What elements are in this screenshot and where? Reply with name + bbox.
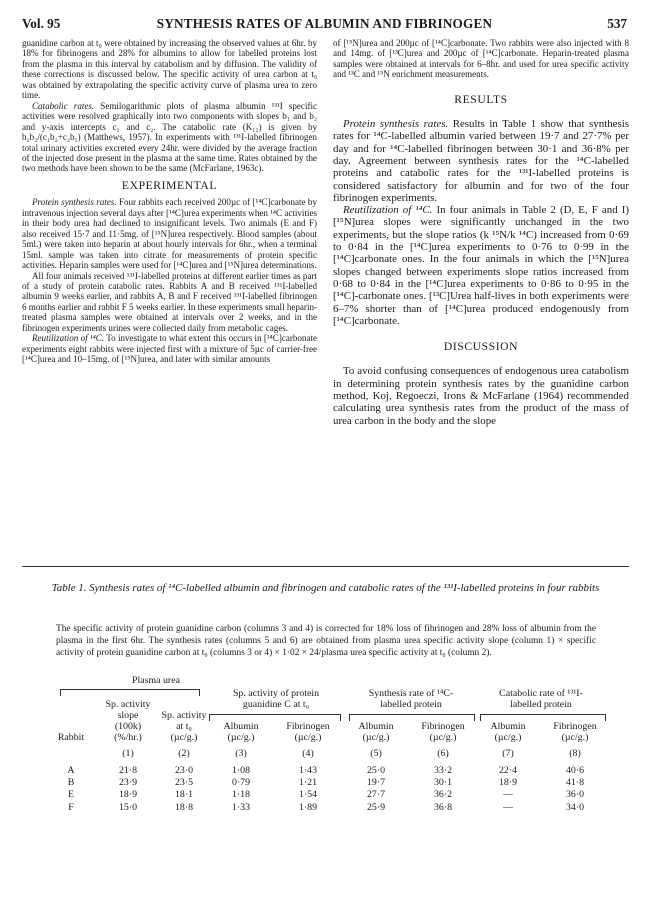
right-column bbox=[333, 38, 629, 427]
paragraph bbox=[333, 204, 629, 327]
group-header: Synthesis rate of ¹⁴C- bbox=[368, 688, 454, 699]
paragraph-text: Results in Table 1 show that synthesis rates for ¹⁴C-labelled albumin varied between 19·7 and 27·7% per day and for ¹⁴C-labelled fibrinogen between 30·1 and 36·8% per day. Agreement between synthesis rates for the ¹⁴C-labelled proteins and catabolic rates for the ¹³¹I-labelled proteins is considered satisfactory for albumin and for two of the four fibrinogen experiments. bbox=[333, 118, 629, 204]
table-cell: 34·0 bbox=[565, 801, 585, 813]
group-header: Plasma urea bbox=[132, 675, 180, 686]
table-cell: 36·0 bbox=[565, 789, 585, 801]
column-unit: (µc/g.) bbox=[294, 732, 322, 743]
column-number: (6) bbox=[437, 748, 449, 759]
run-in-heading: Reutilization of ¹⁴C. bbox=[32, 333, 105, 344]
section-heading: DISCUSSION bbox=[443, 340, 519, 354]
column-unit: (µc/g.) bbox=[227, 732, 255, 743]
group-header: Catabolic rate of ¹³¹I- bbox=[499, 688, 583, 699]
table-cell: 41·8 bbox=[565, 777, 585, 789]
column-header: slope bbox=[117, 710, 139, 721]
table-cell: 23·9 bbox=[118, 777, 138, 789]
paragraph-text: Semilogarithmic plots of plasma albumin ¹³¹I specific activities were resolved graphically into two components with slopes b₁ and b₂ and y-axis intercepts c₁ and c₂. The catabolic rate (K₁₂) is given by b₁b₂/(c₁b₂+c₂b₁) (Matthews, 1957). In experiments with ¹³¹I-labelled fibrinogen total urinary activities excreted every 24hr. were divided by the average fraction of the injected dose present in the plasma at the same time. Rates obtained by the two methods have been shown to be the same (McFarlane, 1963c). bbox=[22, 100, 317, 174]
page-number: 537 bbox=[607, 16, 627, 31]
table-cell: 30·1 bbox=[433, 777, 453, 789]
table-caption bbox=[22, 582, 629, 595]
section-heading: EXPERIMENTAL bbox=[121, 178, 218, 192]
group-header: guanidine C at t₀ bbox=[242, 699, 310, 710]
column-unit: (µc/g.) bbox=[494, 732, 522, 743]
column-number: (5) bbox=[370, 748, 382, 759]
table-cell: 1·21 bbox=[298, 777, 318, 789]
column-header: Albumin bbox=[223, 721, 259, 732]
table-cell: 21·8 bbox=[118, 765, 138, 776]
rabbit-label: F bbox=[68, 801, 74, 813]
table-cell: 1·08 bbox=[231, 765, 251, 776]
rabbit-label: B bbox=[67, 777, 75, 789]
column-header: (µc/g.) bbox=[170, 732, 198, 743]
run-in-heading: Catabolic rates. bbox=[32, 100, 95, 111]
header-brace bbox=[349, 714, 475, 721]
table-cell: 23·0 bbox=[174, 765, 194, 776]
column-header: Albumin bbox=[490, 721, 526, 732]
paragraph bbox=[333, 118, 629, 204]
table-cell: 1·54 bbox=[298, 789, 318, 801]
table-cell: 22·4 bbox=[498, 765, 518, 776]
volume-number: Vol. 95 bbox=[22, 16, 61, 31]
paragraph: of [¹⁵N]urea and 200µc of [¹⁴C]carbonate. Two rabbits were also injected with 8 and 14mg. of [¹³C]urea and 200µc of [¹⁴C]carbonate. Heparin-treated plasma samples were obtained at intervals for 6–8hr. and used for urea specific activity and ¹³C and ¹⁵N enrichment measurements. bbox=[333, 38, 629, 80]
column-header: Fibrinogen bbox=[553, 721, 597, 732]
caption-text: Table 1. Synthesis rates of ¹⁴C-labelled albumin and fibrinogen and catabolic rates of the ¹³¹I-labelled proteins in four rabbits bbox=[51, 582, 600, 594]
table-cell: 15·0 bbox=[118, 801, 138, 813]
table-cell: — bbox=[503, 789, 513, 801]
rabbit-column-header: Rabbit bbox=[57, 732, 85, 743]
table-cell: 36·8 bbox=[433, 801, 453, 813]
table-cell: 25·0 bbox=[366, 765, 386, 776]
group-header: labelled protein bbox=[380, 699, 442, 710]
table-cell: — bbox=[503, 801, 513, 813]
running-title: SYNTHESIS RATES OF ALBUMIN AND FIBRINOGEN bbox=[156, 16, 493, 31]
column-number: (7) bbox=[502, 748, 514, 759]
paragraph-text: Four rabbits each received 200µc of [¹⁴C]carbonate by intravenous injection several days after [¹⁴C]urea experiments when ¹⁴C activities in their body urea had declined to insignificant levels. Two animals (E and F) also received 15·7 and 11·5mg. of [¹⁵N]urea respectively. Blood samples (about 5ml.) were taken into heparin at about hourly intervals for 6hr., when a terminal 15ml. sample was taken into citrate for measurements of protein specific activities. Heparin samples were used for [¹⁴C]urea and [¹⁵N]urea determinations. bbox=[22, 197, 317, 271]
table-cell: 18·8 bbox=[174, 801, 194, 813]
column-number: (4) bbox=[302, 748, 314, 759]
header-brace bbox=[480, 714, 606, 721]
rabbit-label: A bbox=[67, 765, 75, 776]
table-cell: 1·18 bbox=[231, 789, 251, 801]
run-in-heading: Protein synthesis rates. bbox=[343, 118, 449, 131]
column-number: (8) bbox=[569, 748, 581, 759]
table-cell: 36·2 bbox=[433, 789, 453, 801]
column-header: Fibrinogen bbox=[286, 721, 330, 732]
paragraph bbox=[22, 101, 317, 174]
column-header: Sp. activity bbox=[105, 699, 151, 710]
column-number: (3) bbox=[235, 748, 247, 759]
column-number: (2) bbox=[178, 748, 190, 759]
paragraph bbox=[22, 333, 317, 364]
table-cell: 25·9 bbox=[366, 801, 386, 813]
page-header bbox=[22, 16, 627, 34]
paragraph-text: In four animals in Table 2 (D, E, F and I) [¹⁵N]urea slopes were significantly unchanged in the two experiments, but the slope ratios (k ¹⁵N/k ¹⁴C) increased from 0·69 to 0·84 in the [¹⁴C]urea experiments to 0·76 to 0·99 in the [¹⁴C]carbonate ones. In the four animals in which the [¹⁵N]urea slopes changed between experiments slope ratios increased from 0·68 to 0·84 in the [¹⁴C]urea experiments to 0·86 to 0·95 in the [¹⁴C]-carbonate ones. [¹³C]Urea half-lives in both experiments were 6–7% shorter than of [¹⁴C]urea produced endogenously from [¹⁴C]carbonate. bbox=[333, 204, 629, 327]
table-cell: 0·79 bbox=[231, 777, 251, 789]
run-in-heading: Reutilization of ¹⁴C. bbox=[343, 204, 433, 217]
table-cell: 40·6 bbox=[565, 765, 585, 776]
paragraph-text: To investigate to what extent this occurs in [¹⁴C]carbonate experiments eight rabbits were injected first with a mixture of 5µc of carrier-free [¹⁴C]urea and 10–15mg. of [¹⁵N]urea, and later with similar amounts bbox=[22, 333, 318, 365]
table-cell: 33·2 bbox=[433, 765, 453, 776]
table-cell: 1·33 bbox=[231, 801, 251, 813]
table-cell: 18·9 bbox=[498, 777, 518, 789]
column-header: Sp. activity bbox=[161, 710, 207, 721]
table-cell: 19·7 bbox=[366, 777, 386, 789]
column-header: (%/hr.) bbox=[114, 732, 142, 743]
column-header: Albumin bbox=[358, 721, 394, 732]
paragraph: guanidine carbon at t₀ were obtained by increasing the observed values at 6hr. by 18% for fibrinogens and 28% for albumins to allow for labelled proteins lost from the plasma in this interval by catabolism and by diffusion. The validity of these corrections is discussed below. The specific activity of urea carbon at t₀ was obtained by extrapolating the specific activity curve of plasma urea to zero time. bbox=[22, 38, 317, 101]
table-note: The specific activity of protein guanidine carbon (columns 3 and 4) is corrected for 18% loss of fibrinogen and 28% loss of albumin from the plasma in the first 6hr. The synthesis rates (columns 5 and 6) are obtained from plasma urea specific activity slope (column 1) × specific activity of protein guanidine carbon at t₀ (columns 3 or 4) × 1·02 × 24/plasma urea specific activity at t₀ (column 2). bbox=[56, 624, 596, 659]
column-header: at t₀ bbox=[176, 721, 192, 732]
header-brace bbox=[209, 714, 341, 721]
table-cell: 18·9 bbox=[118, 789, 138, 801]
paragraph: All four animals received ¹³¹I-labelled proteins at different earlier times as part of a study of protein catabolic rates. Rabbits A and B received ¹³¹I-labelled albumin 9 weeks earlier, and rabbits A, B and F received ¹³¹I-labelled fibrinogen 6 months earlier and rabbit F 5 weeks earlier. In these experiments small heparin-treated plasma samples were obtained at intervals over 2 weeks, and in the fibrinogen experiments urines were collected daily from metabolic cages. bbox=[22, 270, 317, 333]
header-brace bbox=[60, 689, 200, 696]
left-column bbox=[22, 38, 317, 365]
table-cell: 27·7 bbox=[366, 789, 386, 801]
column-number: (1) bbox=[122, 748, 134, 759]
column-header: (100k) bbox=[114, 721, 142, 732]
rabbit-label: E bbox=[67, 789, 75, 801]
paragraph: To avoid confusing consequences of endogenous urea catabolism in determining protein synthesis rates by the guanidine carbon method, Koj, Regoeczi, Irons & McFarlane (1964) recommended calculating urea synthesis rates from the product of the mass of urea carbon in the body and the slope bbox=[333, 365, 629, 427]
run-in-heading: Protein synthesis rates. bbox=[32, 197, 117, 208]
table-cell: 23·5 bbox=[174, 777, 194, 789]
table-cell: 1·89 bbox=[298, 801, 318, 813]
group-header: Sp. activity of protein bbox=[232, 688, 320, 699]
table-cell: 18·1 bbox=[174, 789, 194, 801]
column-unit: (µc/g.) bbox=[362, 732, 390, 743]
section-heading: RESULTS bbox=[454, 92, 508, 106]
group-header: labelled protein bbox=[510, 699, 572, 710]
divider bbox=[22, 566, 629, 567]
column-header: Fibrinogen bbox=[421, 721, 465, 732]
column-unit: (µc/g.) bbox=[561, 732, 589, 743]
table-cell: 1·43 bbox=[298, 765, 318, 776]
column-unit: (µc/g.) bbox=[429, 732, 457, 743]
paragraph bbox=[22, 197, 317, 270]
